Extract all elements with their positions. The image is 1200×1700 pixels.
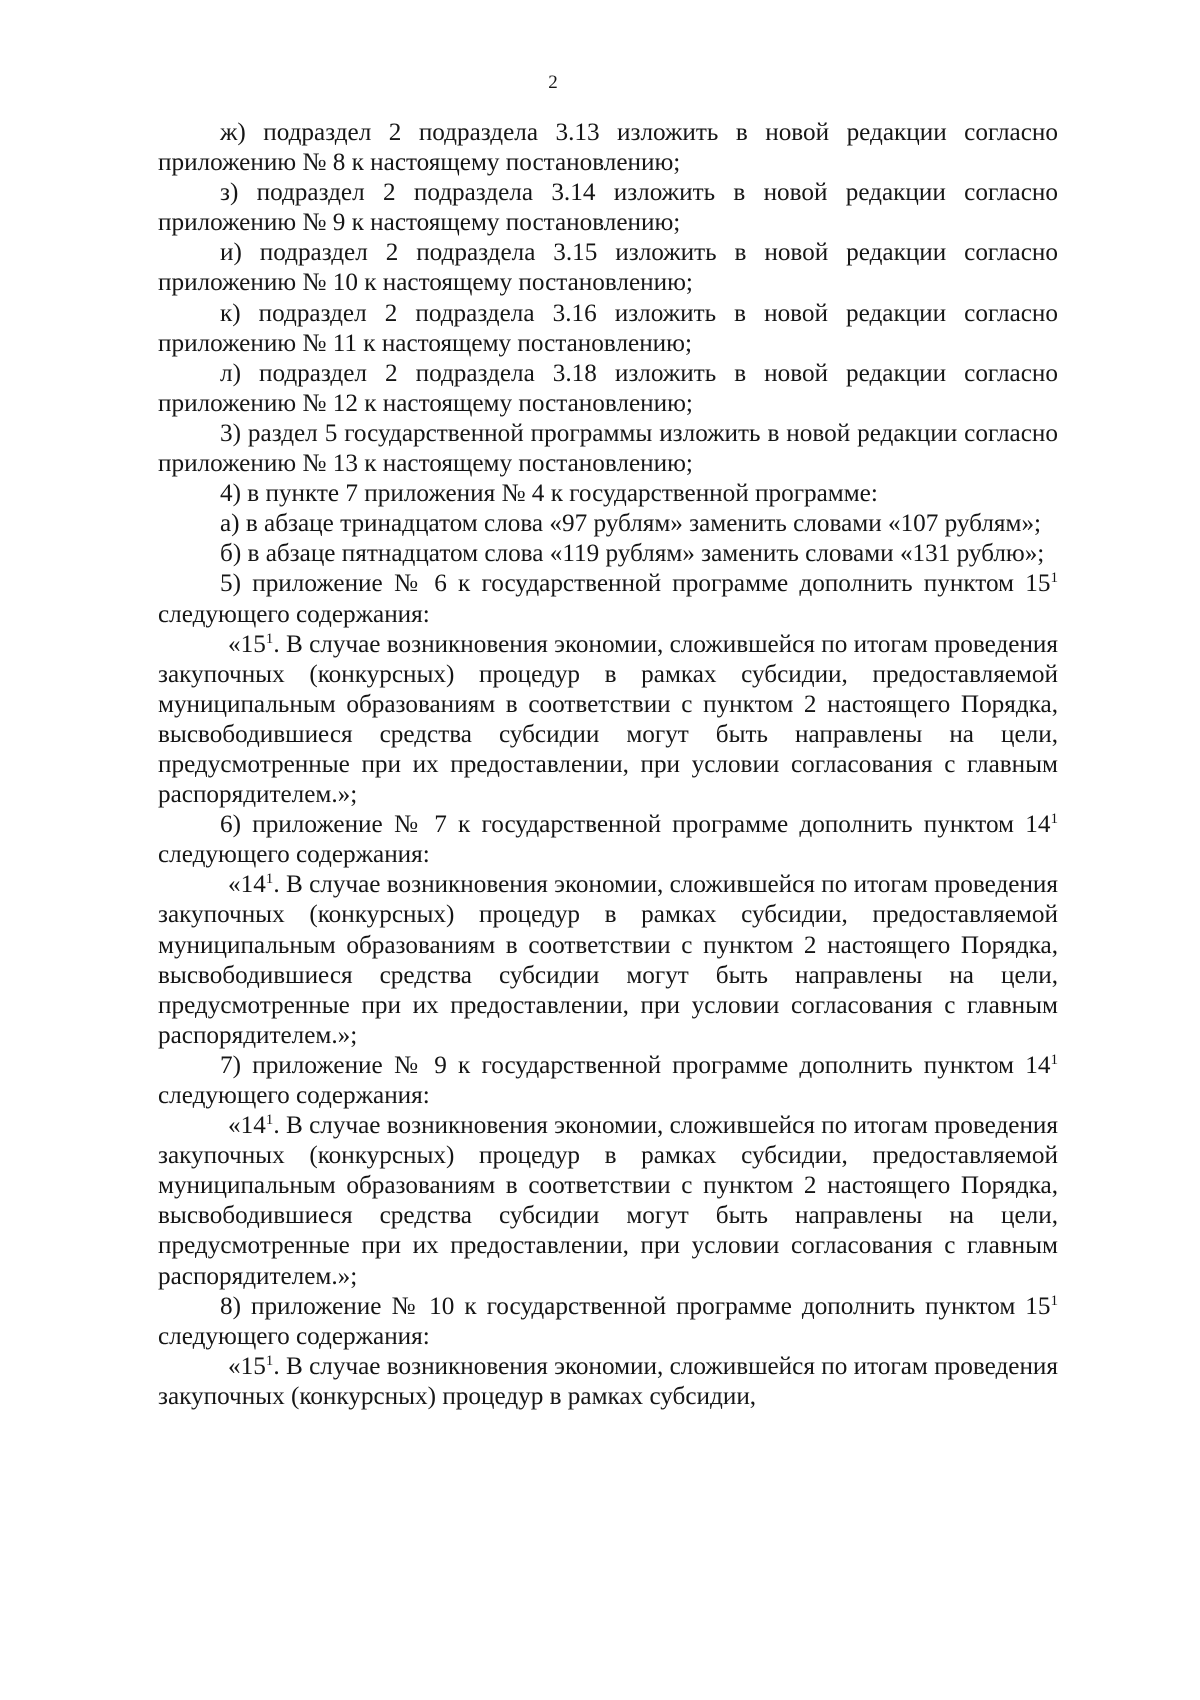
paragraph-text: 6) приложение № 7 к государственной программе дополнить пунктом 14 — [220, 811, 1051, 839]
paragraph: л) подраздел 2 подраздела 3.18 изложить в новой редакции согласно приложению № 12 к настоящему постановлению; — [158, 359, 1058, 417]
paragraph — [158, 1051, 1058, 1111]
paragraph-text: . В случае возникновения экономии, сложившейся по итогам проведения закупочных (конкурсных) процедур в рамках субсидии, предоставляемой муниципальным образованиям в соответствии с пунктом 2 настоящего Порядка, высвободившиеся средства субсидии могут быть направлены на цели, предусмотренные при их предоставлении, при условии согласования с главным распорядителем.»; — [158, 1112, 1058, 1290]
paragraph-text: следующего содержания: — [158, 1082, 430, 1109]
paragraph-text: . В случае возникновения экономии, сложившейся по итогам проведения закупочных (конкурсных) процедур в рамках субсидии, — [158, 1352, 1058, 1410]
paragraph: 4) в пункте 7 приложения № 4 к государственной программе: — [220, 480, 878, 508]
paragraph-text: «14 — [228, 1112, 266, 1140]
paragraph: б) в абзаце пятнадцатом слова «119 рублям» заменить словами «131 рублю»; — [220, 540, 1045, 568]
superscript: 1 — [265, 630, 274, 647]
page-number: 2 — [548, 72, 558, 93]
paragraph-text: следующего содержания: — [158, 600, 430, 628]
superscript: 1 — [265, 1112, 274, 1129]
paragraph: к) подраздел 2 подраздела 3.16 изложить в новой редакции согласно приложению № 11 к настоящему постановлению; — [158, 299, 1058, 357]
paragraph-text: 8) приложение № 10 к государственной программе дополнить пунктом — [220, 1292, 1016, 1320]
document-body — [158, 118, 1058, 1412]
paragraph-text: следующего содержания: — [158, 841, 430, 869]
paragraph-text: . В случае возникновения экономии, сложившейся по итогам проведения закупочных (конкурсных) процедур в рамках субсидии, предоставляемой муниципальным образованиям в соответствии с пунктом 2 настоящего Порядка, высвободившиеся средства субсидии могут быть направлены на цели, предусмотренные при их предоставлении, при условии согласования с главным распорядителем.»; — [158, 871, 1058, 1049]
paragraph — [158, 1292, 1058, 1352]
superscript: 1 — [1050, 570, 1058, 587]
paragraph-text: 5) приложение № 6 к государственной программе дополнить пунктом 15 — [220, 570, 1051, 598]
paragraph: и) подраздел 2 подраздела 3.15 изложить в новой редакции согласно приложению № 10 к настоящему постановлению; — [158, 239, 1058, 297]
paragraph-text: 7) приложение № 9 к государственной программе дополнить пунктом 14 — [220, 1051, 1051, 1079]
superscript: 1 — [1050, 811, 1058, 828]
quoted-paragraph — [158, 1352, 1058, 1412]
paragraph — [158, 810, 1058, 870]
quoted-paragraph — [158, 630, 1058, 811]
superscript: 1 — [1050, 1292, 1059, 1309]
paragraph-text: следующего содержания: — [158, 1322, 430, 1350]
quoted-paragraph — [158, 1111, 1058, 1292]
paragraph — [158, 569, 1058, 629]
superscript: 1 — [1050, 1051, 1058, 1068]
paragraph-text: . В случае возникновения экономии, сложившейся по итогам проведения закупочных (конкурсных) процедур в рамках субсидии, предоставляемой муниципальным образованиям в соответствии с пунктом 2 настоящего Порядка, высвободившиеся средства субсидии могут быть направлены на цели, предусмотренные при их предоставлении, при условии согласования с главным распорядителем.»; — [158, 630, 1058, 809]
paragraph: з) подраздел 2 подраздела 3.14 изложить в новой редакции согласно приложению № 9 к настоящему постановлению; — [158, 179, 1058, 237]
superscript: 1 — [265, 871, 274, 888]
paragraph-text: «14 — [228, 871, 266, 899]
quoted-paragraph — [158, 870, 1058, 1051]
paragraph-text: 15 — [1025, 1292, 1051, 1320]
paragraph-text: «15 — [228, 1352, 266, 1380]
superscript: 1 — [265, 1352, 274, 1369]
paragraph-text: «15 — [228, 630, 266, 658]
paragraph: ж) подраздел 2 подраздела 3.13 изложить в новой редакции согласно приложению № 8 к настоящему постановлению; — [158, 119, 1058, 177]
paragraph: 3) раздел 5 государственной программы изложить в новой редакции согласно приложению № 13 к настоящему постановлению; — [158, 419, 1058, 478]
paragraph: а) в абзаце тринадцатом слова «97 рублям» заменить словами «107 рублям»; — [220, 510, 1042, 538]
